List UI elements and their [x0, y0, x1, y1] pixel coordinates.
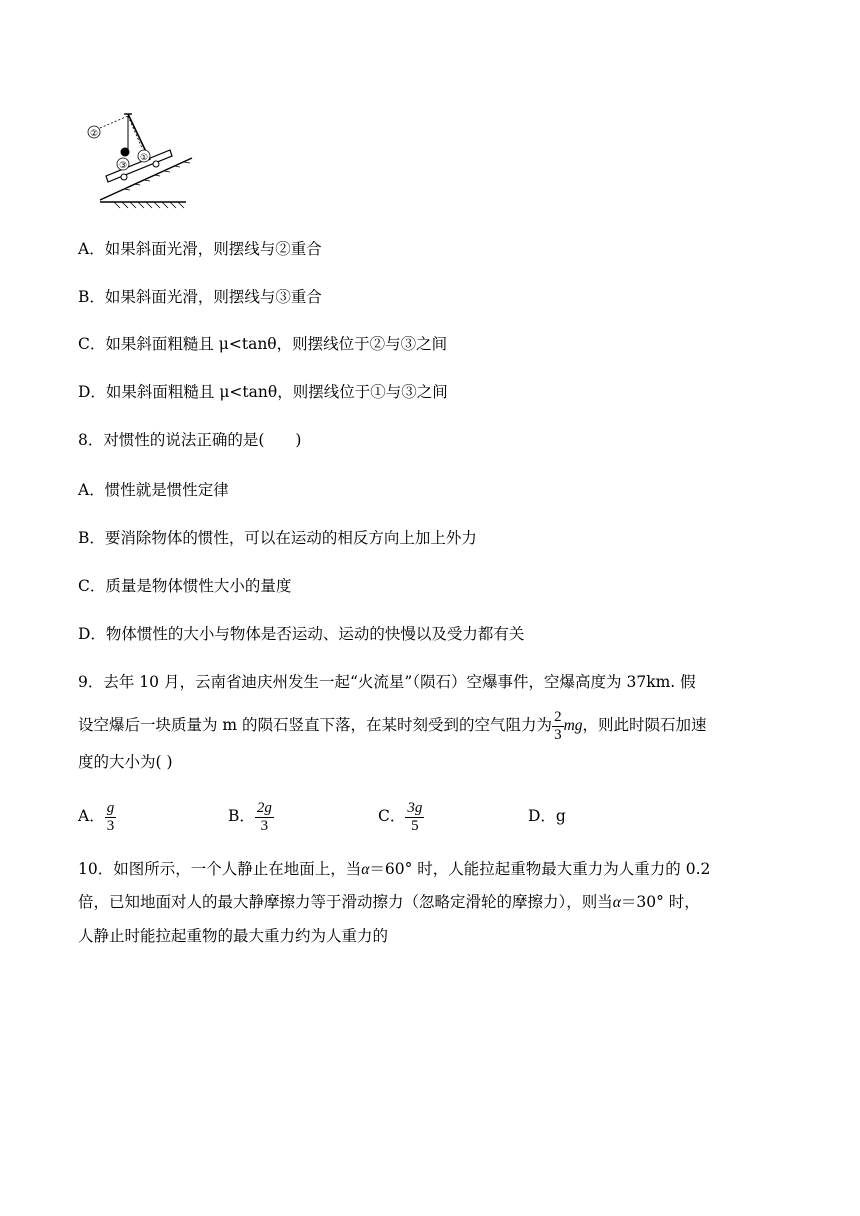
frac-denominator: 5 — [411, 817, 419, 834]
q9-option-d: D．g — [528, 807, 566, 825]
line-1 — [128, 116, 142, 148]
option-fraction — [405, 800, 424, 835]
q10-line-1-b: ＝60° 时，人能拉起重物最大重力为人重力的 0.2 — [369, 860, 711, 878]
q7-option-d: D．如果斜面粗糙且 μ<tanθ，则摆线位于①与③之间 — [78, 383, 448, 401]
q9-option-b — [228, 796, 274, 836]
q10-line-2-a: 倍，已知地面对人的最大静摩擦力等于滑动擦力（忽略定滑轮的摩擦力），则当 — [78, 893, 613, 911]
q10-line-1 — [78, 859, 710, 880]
q8-option-b: B．要消除物体的惯性，可以在运动的相反方向上加上外力 — [78, 529, 477, 547]
q10-line-3: 人静止时能拉起重物的最大重力约为人重力的 — [78, 927, 389, 945]
q10-line-2-b: ＝30° 时， — [620, 893, 700, 911]
q9-option-a — [78, 796, 116, 836]
label-3: ③ — [118, 161, 128, 171]
q9-line-1: 9．去年 10 月，云南省迪庆州发生一起“火流星”（陨石）空爆事件，空爆高度为 37km. 假 — [78, 673, 696, 691]
frac-numerator: 3g — [407, 799, 423, 816]
q9-line-2-pre: 设空爆后一块质量为 m 的陨石竖直下落，在某时刻受到的空气阻力为 — [78, 716, 553, 734]
option-label: B． — [228, 807, 255, 825]
q7-option-a: A．如果斜面光滑，则摆线与②重合 — [78, 240, 322, 258]
alpha-symbol: α — [361, 861, 370, 878]
q8-option-a: A．惯性就是惯性定律 — [78, 481, 229, 499]
q9-line-2 — [78, 705, 707, 746]
q9-option-c — [378, 796, 424, 836]
q9-line-3: 度的大小为( ) — [78, 753, 173, 771]
ground-hatch — [114, 202, 184, 208]
q10-line-2 — [78, 892, 700, 913]
q9-line-2-post: ，则此时陨石加速 — [582, 716, 707, 734]
q10-line-1-a: 10．如图所示，一个人静止在地面上，当 — [78, 860, 362, 878]
q7-option-b: B．如果斜面光滑，则摆线与③重合 — [78, 288, 322, 306]
q8-option-c: C．质量是物体惯性大小的量度 — [78, 577, 292, 595]
q9-mg: mg — [563, 717, 583, 734]
pendulum-bob — [121, 148, 130, 157]
frac-denominator: 3 — [106, 817, 115, 834]
q8-option-d: D．物体惯性的大小与物体是否运动、运动的快慢以及受力都有关 — [78, 625, 525, 643]
alpha-symbol: α — [612, 894, 621, 911]
frac-denominator: 3 — [554, 726, 562, 743]
option-label: A． — [78, 807, 105, 825]
q8-stem: 8．对惯性的说法正确的是( ) — [78, 431, 302, 449]
frac-numerator: 2g — [256, 799, 272, 816]
option-fraction — [105, 800, 117, 835]
q9-fraction — [552, 709, 564, 744]
label-2: ② — [89, 129, 99, 139]
q7-option-c: C．如果斜面粗糙且 μ<tanθ，则摆线位于②与③之间 — [78, 335, 448, 353]
cart-wheel — [121, 174, 127, 180]
cart-wheel — [153, 161, 159, 167]
frac-numerator: 2 — [554, 708, 562, 725]
line-2 — [100, 116, 128, 128]
option-fraction — [255, 800, 274, 835]
frac-denominator: 3 — [260, 817, 269, 834]
incline-pendulum-figure — [84, 108, 204, 212]
frac-numerator: g — [106, 799, 115, 816]
label-1: ① — [139, 153, 149, 163]
option-label: C． — [378, 807, 406, 825]
